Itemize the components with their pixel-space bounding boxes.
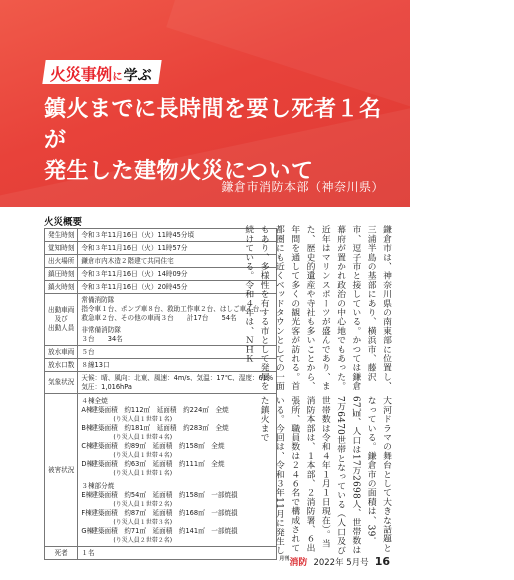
row-value: 令和３年11月16日（火）14時09分: [78, 268, 277, 281]
magazine-logo: [279, 555, 307, 568]
building-area: 建築面積 約54㎡ 延面積 約158㎡ 一部焼損: [91, 490, 238, 499]
series-badge: [42, 60, 161, 84]
building-area: 建築面積 約63㎡ 延面積 約111㎡ 全焼: [91, 459, 225, 468]
row-value: ５台: [78, 346, 277, 359]
issue-date: 2022年 5月号: [313, 558, 369, 568]
row-label: 死者: [45, 547, 78, 560]
row-value: 令和３年11月16日（火）11時45分頃: [78, 229, 277, 242]
logo-small-text: 月刊: [279, 556, 290, 562]
series-particle: に: [112, 72, 123, 83]
row-label: 覚知時刻: [45, 242, 78, 255]
row-value: [78, 372, 277, 394]
row-label: 放水口数: [45, 359, 78, 372]
building-area: 建築面積 約112㎡ 延面積 約224㎡ 全焼: [91, 405, 229, 414]
dispatch-label-line2: 及び: [54, 315, 68, 323]
building-id: B棟: [81, 423, 93, 432]
body-text-column-lower: 大河ドラマの舞台として大きな話題となっている。鎌倉市の面積は、39．67㎢、人口は17万2698人、世帯数は7万6470世帯となっている（人口及び世帯数は令和４年１月１日現在）。当消防本部は、１本部、２消防署、６出張所、職員数は２４６名で構成されている。今回は、令和３年11月に発生した鎮火まで: [258, 396, 391, 556]
dispatch-volunteer-heading: 非常備消防隊: [81, 325, 121, 334]
damage-label: 被害状況: [45, 394, 78, 547]
page-footer: [279, 555, 390, 568]
building-row: [81, 406, 273, 415]
row-value: １名: [78, 547, 277, 560]
building-row: [81, 442, 273, 451]
damage-group-partial: ３棟部分焼: [81, 481, 115, 490]
building-id: F棟: [81, 508, 92, 517]
article-title: [44, 94, 389, 187]
dispatch-regular-total: 救急車２台、その他の車両３台 計17台 54名: [81, 313, 237, 322]
building-id: A棟: [81, 405, 93, 414]
building-id: D棟: [81, 459, 94, 468]
damage-value: [78, 394, 277, 547]
row-value: ８線13口: [78, 359, 277, 372]
building-victims: (り災人員１世帯４名): [113, 433, 173, 441]
damage-group-full: ４棟全焼: [81, 396, 108, 405]
building-row: [81, 527, 273, 536]
table-caption: 火災概要: [44, 217, 83, 228]
row-label: 鎮火時刻: [45, 281, 78, 294]
building-victims: (り災人員１世帯１名): [113, 415, 173, 423]
building-area: 建築面積 約87㎡ 延面積 約168㎡ 一部焼損: [91, 508, 238, 517]
dispatch-label-line3: 出動人員: [48, 324, 75, 332]
dispatch-label: [45, 294, 78, 346]
building-victims: (り災人員１世帯２名): [113, 500, 173, 508]
table-row: [45, 547, 277, 560]
building-id: C棟: [81, 441, 93, 450]
dispatch-label-line1: 出動車両: [48, 306, 75, 314]
header-banner: [0, 0, 410, 207]
building-row: [81, 424, 273, 433]
row-label: 気象状況: [45, 372, 78, 394]
dispatch-regular-vehicles: 指令車１台、ポンプ車８台、救助工作車２台、はしご車１台、: [81, 304, 266, 313]
title-line-1: 鎮火までに長時間を要し死者１名が: [44, 97, 382, 153]
row-label: 鎮圧時刻: [45, 268, 78, 281]
building-area: 建築面積 約89㎡ 延面積 約158㎡ 全焼: [91, 441, 225, 450]
row-value: 令和３年11月16日（火）20時45分: [78, 281, 277, 294]
table-row: [45, 372, 277, 394]
table-row-damage: [45, 394, 277, 547]
building-area: 建築面積 約71㎡ 延面積 約141㎡ 一部焼損: [91, 526, 238, 535]
row-label: 放水車両: [45, 346, 78, 359]
series-suffix: 学ぶ: [123, 68, 152, 84]
building-row: [81, 509, 273, 518]
dispatch-regular-heading: 常備消防隊: [81, 295, 115, 304]
building-row: [81, 491, 273, 500]
series-name: 火災事例: [49, 65, 112, 84]
title-line-2: 発生した建物火災について: [44, 159, 314, 184]
body-text-column-upper: 鎌倉市は、神奈川県の南東部に位置し、三浦半島の基部にあり、横浜市、藤沢市、逗子市と接している。かつては鎌倉幕府が置かれ政治の中心地でもあった。近年はマリンスポーツが盛んであり、また、歴史的遺産や寺社も多いことから、年間を通して多くの観光客が訪れる。首都圏にも近くベッドタウンとしての一面もあり、多様性を有する市として発展を続けている。令和４年は、ＮＨＫ: [243, 225, 391, 391]
building-id: E棟: [81, 490, 93, 499]
page-number: 16: [374, 555, 390, 568]
building-victims: (り災人員１世帯３名): [113, 518, 173, 526]
row-label: 発生時刻: [45, 229, 78, 242]
row-label: 出火場所: [45, 255, 78, 268]
building-victims: (り災人員２世帯２名): [113, 536, 173, 544]
dispatch-volunteer-total: ３台 34名: [81, 334, 123, 343]
weather-line2: 気圧：1,016hPa: [81, 382, 132, 391]
article-author: 鎌倉市消防本部（神奈川県）: [221, 180, 384, 194]
row-value: 鎌倉市内木造２階建て共同住宅: [78, 255, 277, 268]
logo-text: 消防: [289, 558, 308, 568]
building-victims: (り災人員１世帯４名): [113, 451, 173, 459]
building-row: [81, 460, 273, 469]
building-id: G棟: [81, 526, 94, 535]
row-value: 令和３年11月16日（火）11時57分: [78, 242, 277, 255]
building-victims: (り災人員１世帯１名): [113, 469, 173, 477]
weather-line1: 天候：晴、風向：北東、風速：4m/s、気温：17℃、湿度：61%: [81, 373, 274, 382]
building-area: 建築面積 約181㎡ 延面積 約283㎡ 全焼: [91, 423, 229, 432]
